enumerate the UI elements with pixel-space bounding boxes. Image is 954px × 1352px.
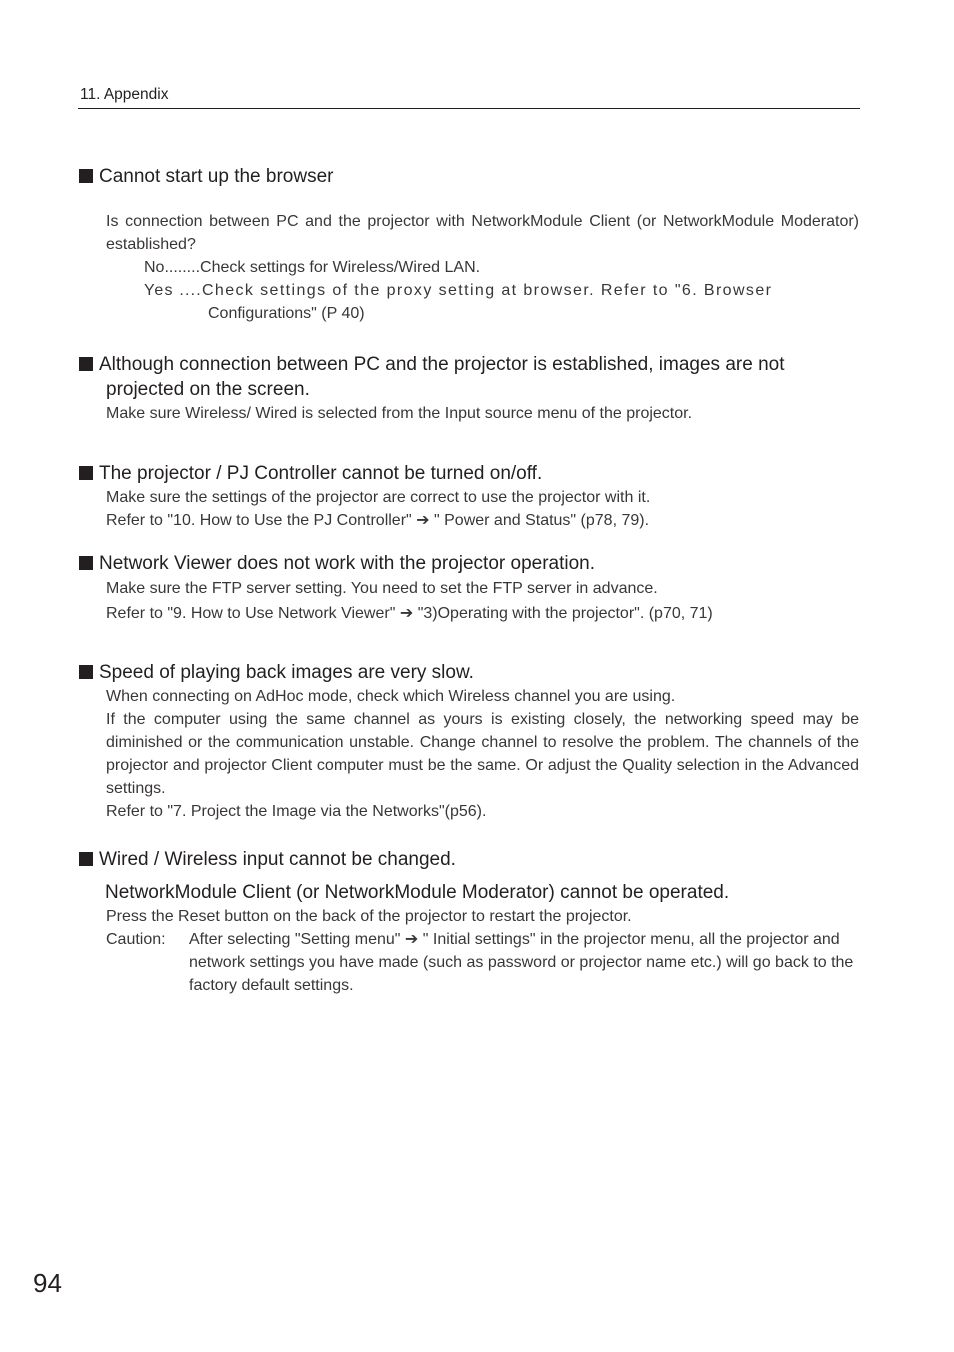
page-number: 94	[33, 1268, 62, 1298]
no-answer: No........Check settings for Wireless/Wired LAN.	[144, 259, 481, 276]
square-bullet-icon	[79, 357, 93, 371]
body-text: Refer to "7. Project the Image via the Networks"(p56).	[106, 803, 487, 820]
caution-text: After selecting "Setting menu" ➔ " Initial settings" in the projector menu, all the projector and network settings you have made (such as password or projector name etc.) will go back to the factory default settings.	[189, 931, 854, 994]
section-heading: Cannot start up the browser	[79, 164, 859, 189]
yes-answer-continued: Configurations" (P 40)	[208, 305, 365, 322]
square-bullet-icon	[79, 852, 93, 866]
section-slow-playback	[79, 660, 859, 823]
square-bullet-icon	[79, 665, 93, 679]
section-power	[79, 461, 859, 532]
yes-answer: Check settings of the proxy setting at browser. Refer to "6. Browser	[201, 282, 773, 299]
header-divider	[78, 108, 860, 109]
body-text: Is connection between PC and the projector with NetworkModule Client (or NetworkModule Moderator) established?	[106, 213, 859, 253]
body-text: Refer to "9. How to Use Network Viewer" ➔ "3)Operating with the projector". (p70, 71)	[106, 605, 713, 622]
body-text: Refer to "10. How to Use the PJ Controller" ➔ " Power and Status" (p78, 79).	[106, 512, 650, 529]
body-text: When connecting on AdHoc mode, check which Wireless channel you are using.	[106, 688, 676, 705]
section-heading: Wired / Wireless input cannot be changed.	[79, 847, 859, 872]
section-heading: Network Viewer does not work with the projector operation.	[79, 551, 859, 576]
caution-label: Caution:	[106, 931, 166, 948]
section-heading: Speed of playing back images are very slow.	[79, 660, 859, 685]
body-text: Make sure Wireless/ Wired is selected from the Input source menu of the projector.	[106, 405, 693, 422]
body-text: Press the Reset button on the back of the projector to restart the projector.	[106, 908, 632, 925]
section-network-viewer	[79, 551, 859, 626]
section-heading: The projector / PJ Controller cannot be turned on/off.	[79, 461, 859, 486]
section-heading: Although connection between PC and the projector is established, images are not projected on the screen.	[79, 352, 859, 402]
square-bullet-icon	[79, 556, 93, 570]
yes-label: Yes ....	[144, 282, 202, 299]
section-subheading: NetworkModule Client (or NetworkModule Moderator) cannot be operated.	[105, 882, 730, 903]
chapter-label: 11. Appendix	[80, 86, 169, 103]
section-no-image	[79, 352, 859, 425]
body-text: If the computer using the same channel as yours is existing closely, the networking speed may be diminished or the communication unstable. Change channel to resolve the problem. The channels of the projector and projector Client computer must be the same. Or adjust the Quality selection in the Advanced settings.	[106, 711, 859, 797]
section-browser	[79, 164, 859, 325]
square-bullet-icon	[79, 466, 93, 480]
square-bullet-icon	[79, 169, 93, 183]
body-text: Make sure the settings of the projector are correct to use the projector with it.	[106, 489, 651, 506]
section-input-change	[79, 847, 859, 997]
body-text: Make sure the FTP server setting. You need to set the FTP server in advance.	[106, 580, 658, 597]
